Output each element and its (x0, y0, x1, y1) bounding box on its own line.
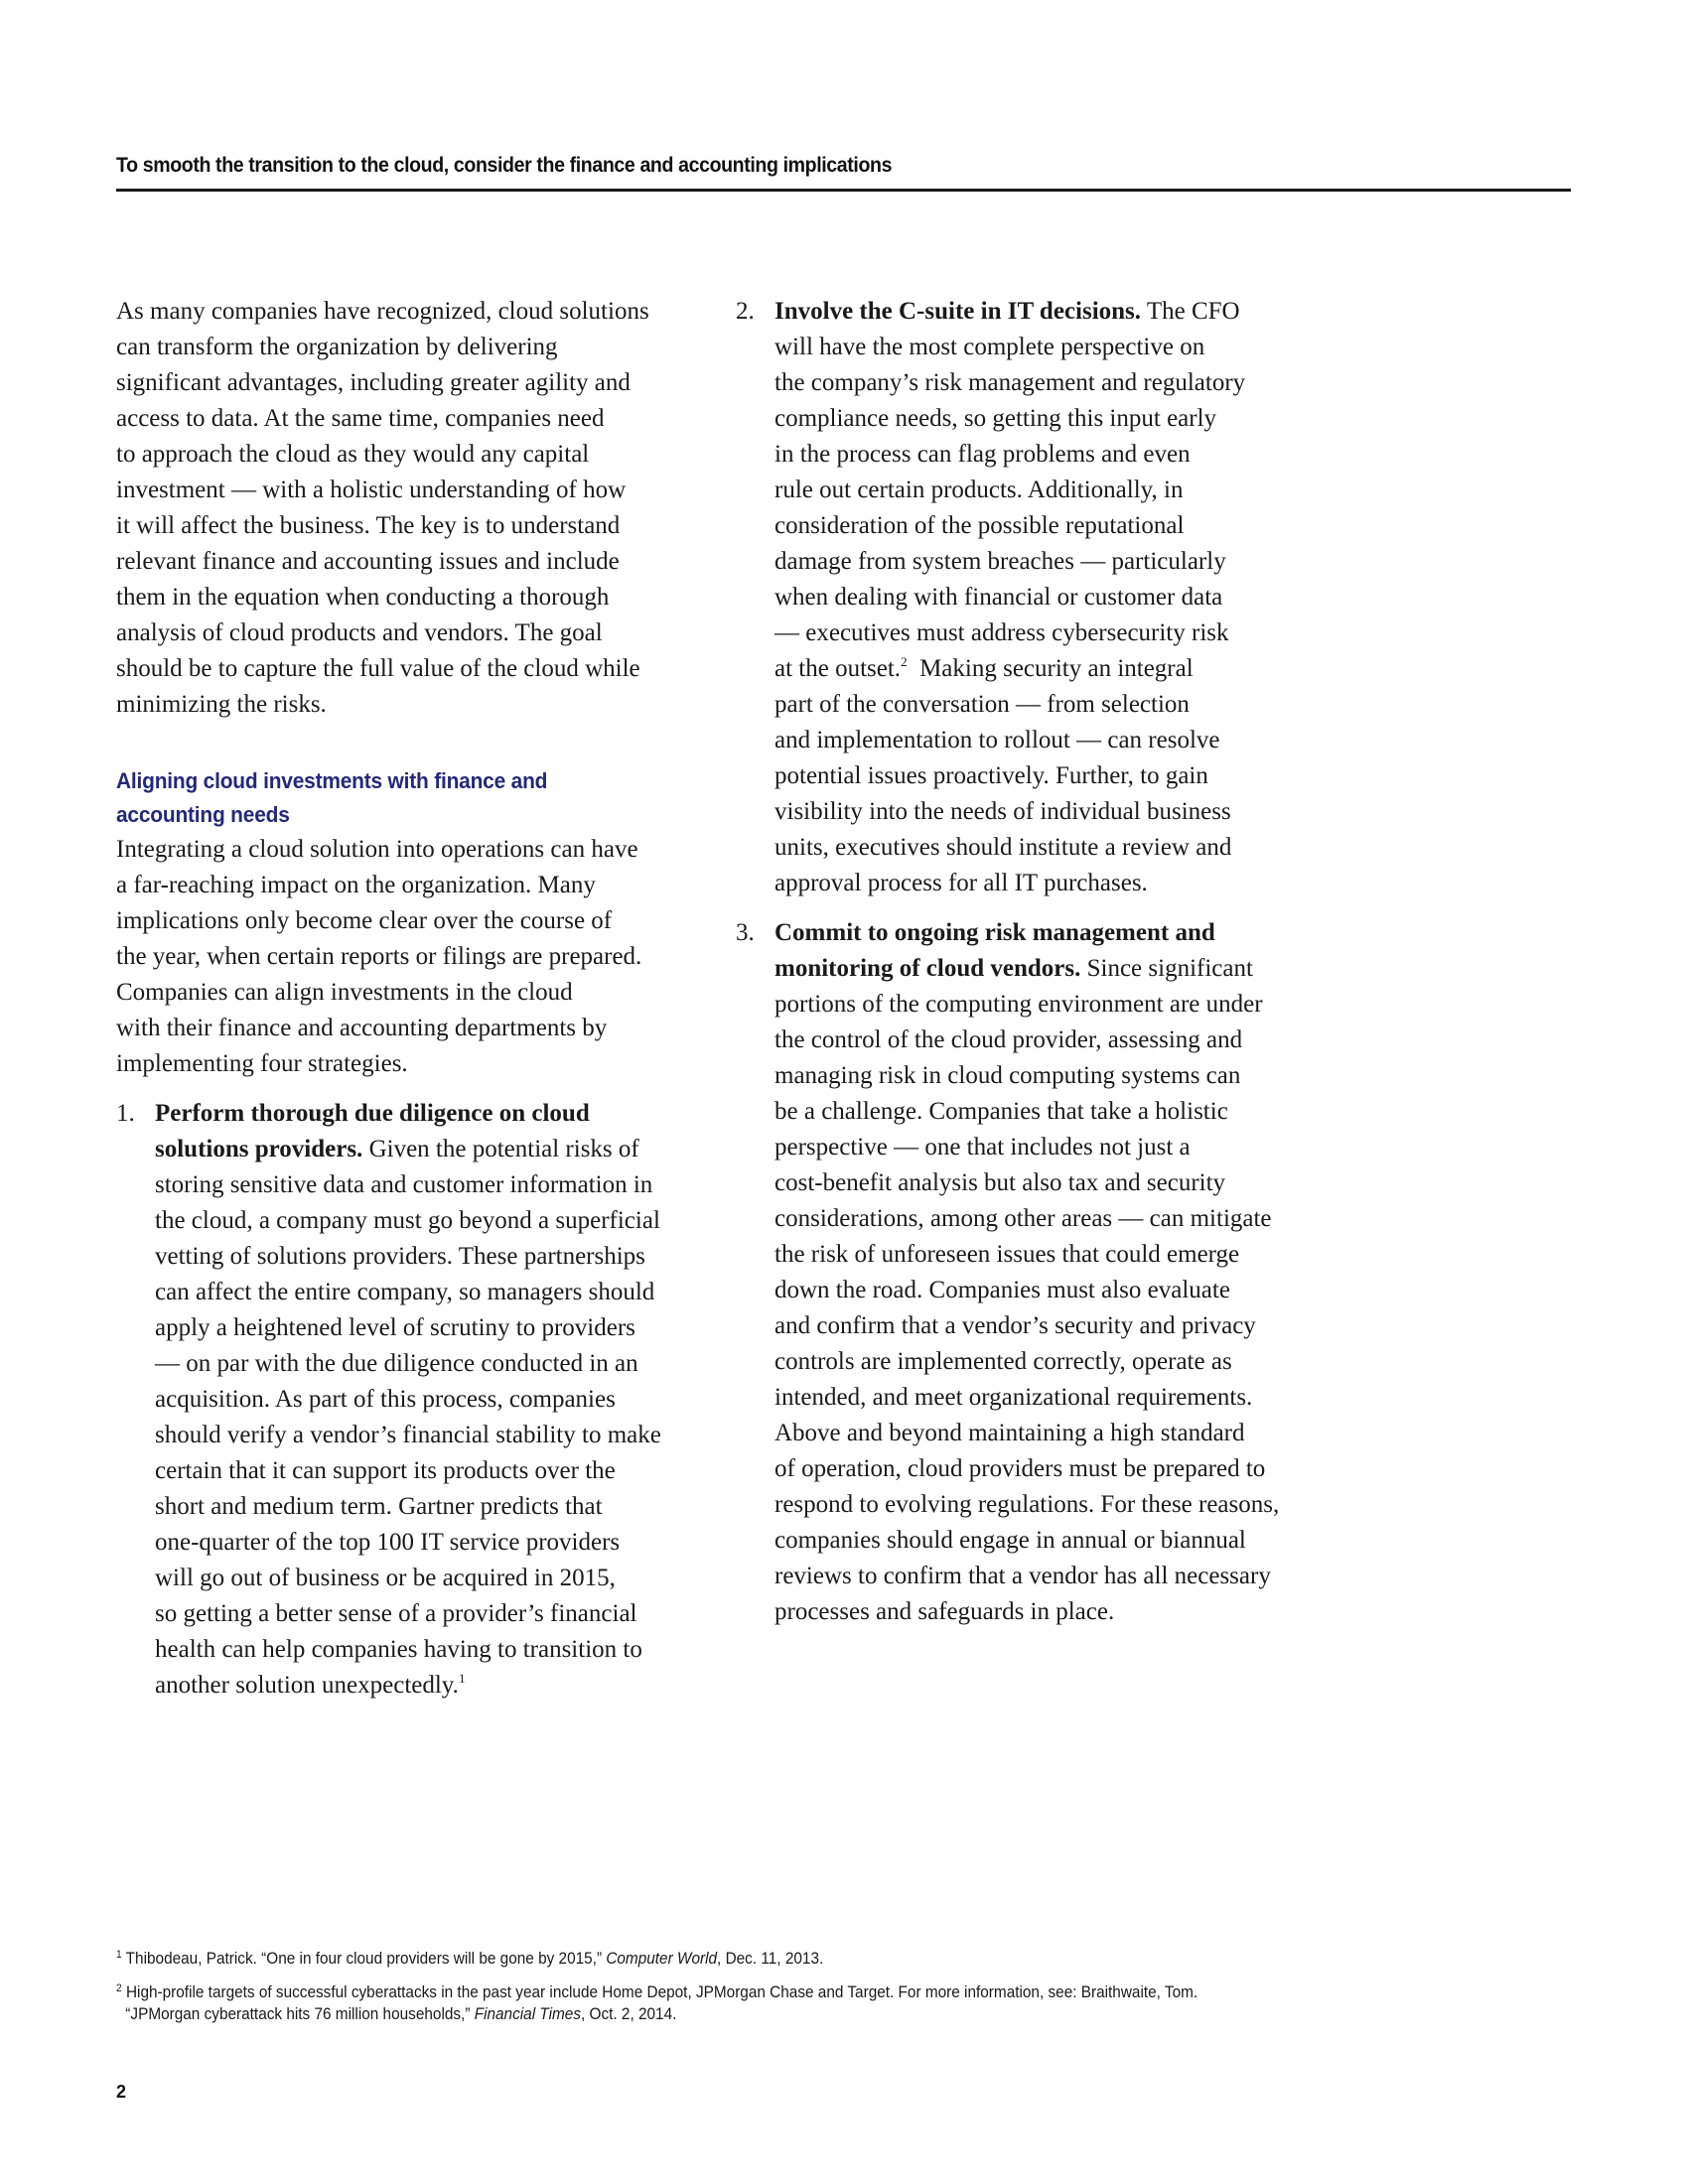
text-line: cost-benefit analysis but also tax and security (774, 1169, 1226, 1196)
text-line: investment — with a holistic understanding of how (116, 477, 627, 503)
text-line: certain that it can support its products over the (155, 1457, 616, 1484)
list-number: 1. (116, 1100, 135, 1127)
footnote-marker: 1 (116, 1949, 122, 1961)
footnote-1 (116, 1948, 1474, 1970)
text-line: perspective — one that includes not just a (774, 1134, 1191, 1160)
text-line: will have the most complete perspective on (774, 334, 1205, 360)
text-fragment: Making security an integral (907, 655, 1194, 682)
text-line: access to data. At the same time, companies need (116, 405, 605, 432)
text-line: portions of the computing environment are under (774, 991, 1263, 1018)
text-fragment: at the outset. (774, 655, 902, 682)
intro-paragraph (116, 294, 732, 723)
text-line: Above and beyond maintaining a high standard (774, 1420, 1245, 1446)
text-line: and implementation to rollout — can resolve (774, 727, 1220, 753)
text-line: storing sensitive data and customer information in (155, 1171, 653, 1198)
section-heading (116, 764, 732, 832)
text-line: can transform the organization by delivering (116, 334, 558, 360)
text-line: rule out certain products. Additionally, in (774, 477, 1184, 503)
strategy-item-1 (116, 1096, 732, 1704)
list-number: 2. (736, 298, 755, 325)
text-line: damage from system breaches — particularly (774, 548, 1226, 575)
left-column (116, 294, 732, 1704)
strategy-lead: monitoring of cloud vendors. (774, 955, 1081, 982)
text-line: companies should engage in annual or biannual (774, 1527, 1246, 1554)
text-line: apply a heightened level of scrutiny to providers (155, 1314, 635, 1341)
text-line: analysis of cloud products and vendors. The goal (116, 619, 603, 646)
footnote-2 (116, 1981, 1474, 2025)
right-column (736, 294, 1351, 1630)
text-line: As many companies have recognized, cloud solutions (116, 298, 649, 325)
text-fragment: Given the potential risks of (362, 1136, 639, 1162)
footnote-source: Financial Times (474, 2005, 582, 2023)
spacer (116, 723, 732, 758)
spacer (736, 901, 1351, 915)
text-line: the control of the cloud provider, assessing and (774, 1026, 1243, 1053)
heading-line: accounting needs (116, 802, 290, 827)
text-line: Integrating a cloud solution into operations can have (116, 836, 638, 863)
footnote-text: Thibodeau, Patrick. “One in four cloud providers will be gone by 2015,” (121, 1950, 607, 1968)
text-line: — executives must address cybersecurity risk (774, 619, 1229, 646)
text-line: vetting of solutions providers. These partnerships (155, 1243, 645, 1270)
strategy-item-3 (736, 915, 1351, 1630)
text-line: respond to evolving regulations. For these reasons, (774, 1491, 1280, 1518)
text-line: visibility into the needs of individual business (774, 798, 1231, 825)
text-line: can affect the entire company, so managers should (155, 1279, 655, 1305)
text-line: with their finance and accounting departments by (116, 1015, 608, 1041)
text-line: health can help companies having to transition to (155, 1636, 642, 1663)
text-line: short and medium term. Gartner predicts that (155, 1493, 603, 1520)
strategy-lead: Commit to ongoing risk management and (774, 919, 1215, 946)
text-line: them in the equation when conducting a thorough (116, 584, 610, 611)
page-number: 2 (116, 2082, 127, 2102)
text-line: the risk of unforeseen issues that could emerge (774, 1241, 1240, 1268)
footnote-text: “JPMorgan cyberattack hits 76 million households,” (125, 2005, 475, 2023)
footnote-text: , Oct. 2, 2014. (581, 2005, 677, 2023)
text-line: implementing four strategies. (116, 1050, 408, 1077)
text-fragment: Since significant (1080, 955, 1253, 982)
text-line: Companies can align investments in the cloud (116, 979, 573, 1006)
footnote-text: , Dec. 11, 2013. (717, 1950, 824, 1968)
text-line: be a challenge. Companies that take a holistic (774, 1098, 1228, 1125)
strategy-lead: Perform thorough due diligence on cloud (155, 1100, 590, 1127)
text-line: controls are implemented correctly, operate as (774, 1348, 1232, 1375)
running-header-title: To smooth the transition to the cloud, consider the finance and accounting implications (116, 154, 893, 177)
text-line: considerations, among other areas — can mitigate (774, 1205, 1272, 1232)
text-line: one-quarter of the top 100 IT service providers (155, 1529, 621, 1556)
text-line: should verify a vendor’s financial stability to make (155, 1422, 661, 1448)
text-line: acquisition. As part of this process, companies (155, 1386, 616, 1413)
text-line: approval process for all IT purchases. (774, 870, 1148, 896)
text-fragment: The CFO (1141, 298, 1240, 325)
footnote-source: Computer World (606, 1950, 718, 1968)
footnote-text: High-profile targets of successful cyberattacks in the past year include Home Depot, JPMorgan Chase and Target. For more information, see: Braithwaite, Tom. (121, 1983, 1198, 2001)
text-line: the cloud, a company must go beyond a superficial (155, 1207, 660, 1234)
section-body (116, 832, 732, 1082)
spacer (116, 1082, 732, 1096)
text-line: a far-reaching impact on the organization. Many (116, 872, 596, 898)
text-line: the company’s risk management and regulatory (774, 369, 1246, 396)
text-line: minimizing the risks. (116, 691, 327, 718)
footnote-ref-1[interactable]: 1 (458, 1671, 466, 1686)
text-line: when dealing with financial or customer data (774, 584, 1223, 611)
text-line: managing risk in cloud computing systems can (774, 1062, 1241, 1089)
footnotes (116, 1948, 1474, 2037)
text-line: processes and safeguards in place. (774, 1598, 1115, 1625)
text-line: the year, when certain reports or filings are prepared. (116, 943, 642, 970)
text-line: units, executives should institute a review and (774, 834, 1232, 861)
strategy-lead: solutions providers. (155, 1136, 363, 1162)
text-line: down the road. Companies must also evaluate (774, 1277, 1230, 1303)
list-number: 3. (736, 919, 755, 946)
text-line: to approach the cloud as they would any capital (116, 441, 590, 468)
text-line: of operation, cloud providers must be prepared to (774, 1455, 1266, 1482)
footnote-marker: 2 (116, 1982, 122, 1994)
text-line: significant advantages, including greater agility and (116, 369, 631, 396)
footnote-ref-2[interactable]: 2 (901, 654, 908, 669)
text-line: relevant finance and accounting issues and include (116, 548, 620, 575)
strategy-lead: Involve the C-suite in IT decisions. (774, 298, 1142, 325)
text-line: and confirm that a vendor’s security and privacy (774, 1312, 1256, 1339)
text-fragment: another solution unexpectedly. (155, 1672, 459, 1699)
text-line: in the process can flag problems and even (774, 441, 1191, 468)
text-line: will go out of business or be acquired in 2015, (155, 1565, 616, 1591)
text-line: so getting a better sense of a provider’s financial (155, 1600, 637, 1627)
text-line: compliance needs, so getting this input early (774, 405, 1217, 432)
text-line: intended, and meet organizational requirements. (774, 1384, 1253, 1411)
text-line: part of the conversation — from selection (774, 691, 1190, 718)
text-line: reviews to confirm that a vendor has all necessary (774, 1563, 1271, 1589)
text-line: — on par with the due diligence conducted in an (155, 1350, 638, 1377)
heading-line: Aligning cloud investments with finance and (116, 768, 548, 793)
text-line: should be to capture the full value of the cloud while (116, 655, 640, 682)
text-line: implications only become clear over the course of (116, 907, 613, 934)
strategy-item-2 (736, 294, 1351, 901)
header-rule (116, 189, 1571, 192)
text-line: it will affect the business. The key is to understand (116, 512, 621, 539)
text-line: consideration of the possible reputational (774, 512, 1185, 539)
text-line: potential issues proactively. Further, to gain (774, 762, 1208, 789)
